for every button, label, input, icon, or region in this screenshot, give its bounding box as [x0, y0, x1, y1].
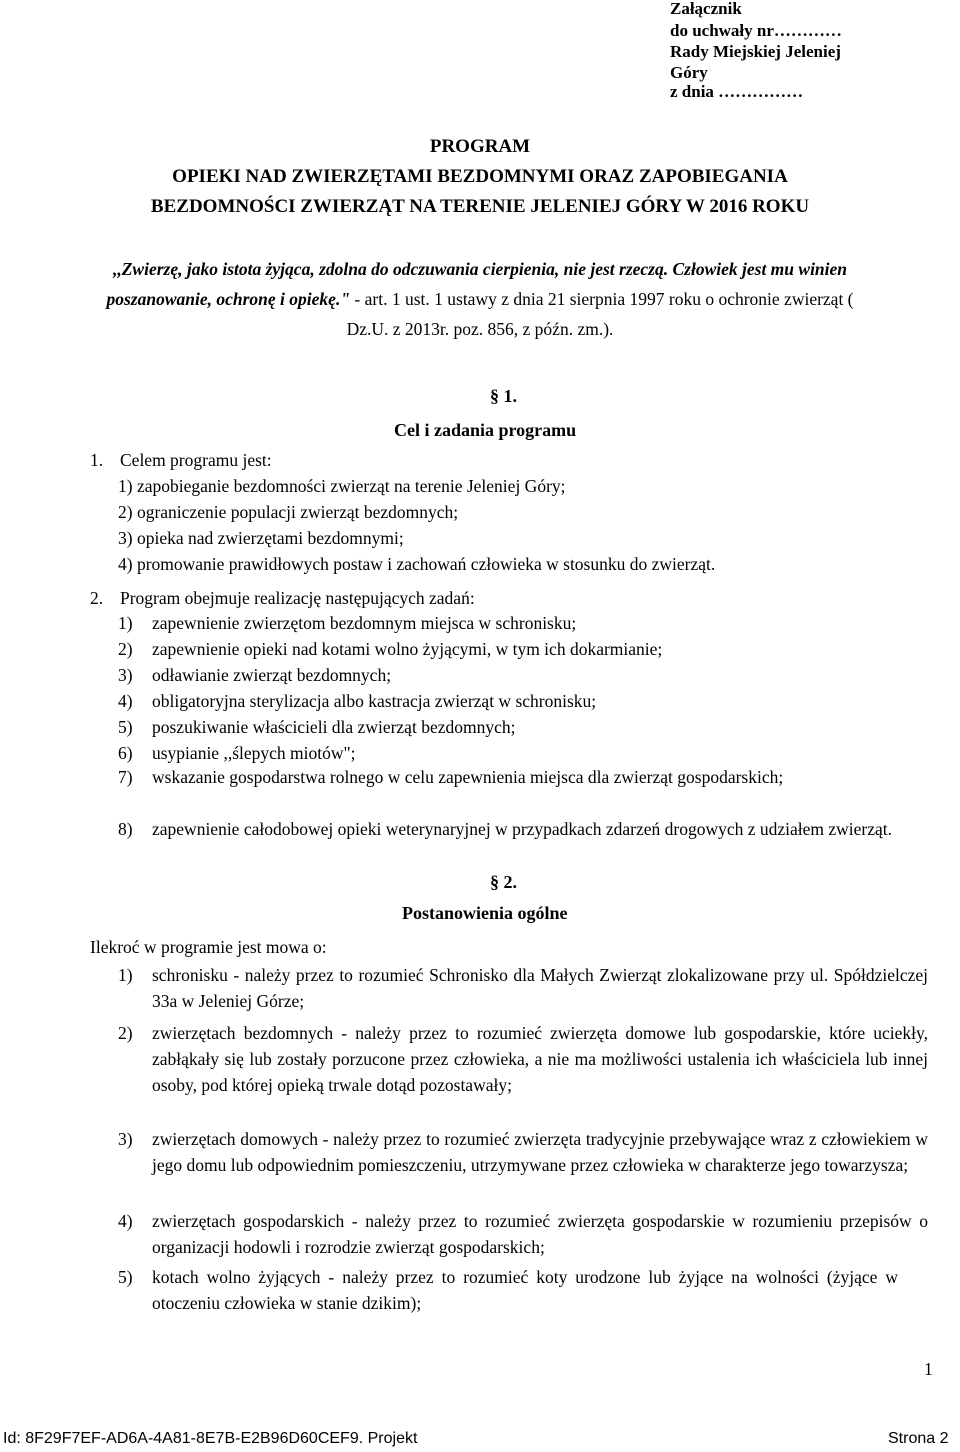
list-item: schronisku - należy przez to rozumieć Schronisko dla Małych Zwierząt zlokalizowane przy ul. Spółdzielczej 33a w Jeleniej Górze;	[152, 965, 928, 1011]
list-item-number: 3)	[118, 1129, 133, 1149]
list-item-number: 2)	[118, 639, 133, 659]
list-item: zapewnienie opieki nad kotami wolno żyjącymi, w tym ich dokarmianie;	[152, 639, 663, 659]
page-number: 1	[924, 1359, 933, 1379]
list-item-number: 4)	[118, 691, 133, 711]
section-1-p1-intro: Celem programu jest:	[120, 450, 272, 470]
list-item: zapewnienie całodobowej opieki weterynaryjnej w przypadkach zdarzeń drogowych z udziałem zwierząt.	[152, 819, 893, 839]
section-1-p2-intro: Program obejmuje realizację następujących zadań:	[120, 588, 475, 608]
title-line-3: BEZDOMNOŚCI ZWIERZĄT NA TERENIE JELENIEJ GÓRY W 2016 ROKU	[150, 196, 810, 217]
list-item: 2) ograniczenie populacji zwierząt bezdomnych;	[118, 502, 459, 522]
attachment-line-2: do uchwały nr…………	[670, 21, 842, 40]
list-item-number: 3)	[118, 665, 133, 685]
motto-quote: ,,Zwierzę, jako istota żyjąca, zdolna do odczuwania cierpienia, nie jest rzeczą. Człowiek jest mu winien poszanowanie, ochronę i opiekę."	[106, 259, 848, 309]
list-item-number: 7)	[118, 767, 133, 787]
list-item-number: 1)	[118, 965, 133, 985]
section-2-number: § 2.	[490, 872, 517, 892]
motto	[90, 254, 870, 344]
list-item: 1) zapobieganie bezdomności zwierząt na terenie Jeleniej Góry;	[118, 476, 566, 496]
list-item-number: 5)	[118, 717, 133, 737]
list-item-number: 6)	[118, 743, 133, 763]
list-item: zwierzętach gospodarskich - należy przez to rozumieć zwierzęta gospodarskie w rozumieniu przepisów o organizacji hodowli i rozrodzie zwierząt gospodarskich;	[152, 1211, 928, 1257]
list-item: kotach wolno żyjących - należy przez to rozumieć koty urodzone lub żyjące na wolności (żyjące w otoczeniu człowieka w stanie dzikim);	[152, 1267, 898, 1313]
list-item: zapewnienie zwierzętom bezdomnym miejsca w schronisku;	[152, 613, 577, 633]
title-line-1: PROGRAM	[429, 136, 531, 157]
list-item: obligatoryjna sterylizacja albo kastracja zwierząt w schronisku;	[152, 691, 597, 711]
attachment-line-3: Rady Miejskiej Jeleniej	[670, 42, 841, 61]
list-item-number: 1)	[118, 613, 133, 633]
section-sign: §	[490, 872, 499, 892]
attachment-line-1: Załącznik	[670, 0, 742, 18]
section-2-heading: Postanowienia ogólne	[402, 903, 568, 923]
list-item-number: 5)	[118, 1267, 133, 1287]
section-1-heading: Cel i zadania programu	[394, 420, 577, 440]
footer-page-label: Strona 2	[888, 1430, 949, 1447]
list-item-number: 4)	[118, 1211, 133, 1231]
list-item: 3) opieka nad zwierzętami bezdomnymi;	[118, 528, 404, 548]
section-sign: §	[490, 386, 499, 406]
attachment-line-5: z dnia ……………	[670, 82, 804, 101]
list-item-number: 8)	[118, 819, 133, 839]
motto-source: - art. 1 ust. 1 ustawy z dnia 21 sierpnia 1997 roku o ochronie zwierząt ( Dz.U. z 2013r. poz. 856, z późn. zm.).	[346, 289, 854, 339]
list-item-number: 2)	[118, 1023, 133, 1043]
list-item: odławianie zwierząt bezdomnych;	[152, 665, 392, 685]
attachment-line-4: Góry	[670, 63, 708, 82]
list-item: wskazanie gospodarstwa rolnego w celu zapewnienia miejsca dla zwierząt gospodarskich;	[152, 767, 784, 787]
section-1-number: § 1.	[490, 386, 517, 406]
footer-document-id: Id: 8F29F7EF-AD6A-4A81-8E7B-E2B96D60CEF9. Projekt	[3, 1430, 418, 1447]
list-item: zwierzętach domowych - należy przez to rozumieć zwierzęta tradycyjnie przebywające wraz z człowiekiem w jego domu lub odpowiednim pomieszczeniu, utrzymywane przez człowieka w charakterze jego towarzysza;	[152, 1129, 928, 1175]
section-1-p1-number: 1.	[90, 450, 104, 470]
list-item: zwierzętach bezdomnych - należy przez to rozumieć zwierzęta domowe lub gospodarskie, które uciekły, zabłąkały się lub zostały porzucone przez człowieka, a nie ma możliwości ustalenia ich właściciela lub innej osoby, pod której opieką trwale dotąd pozostawały;	[152, 1023, 928, 1095]
title-line-2: OPIEKI NAD ZWIERZĘTAMI BEZDOMNYMI ORAZ ZAPOBIEGANIA	[172, 166, 788, 187]
section-2-intro: Ilekroć w programie jest mowa o:	[90, 937, 327, 957]
section-1-p2-number: 2.	[90, 588, 104, 608]
list-item: usypianie ,,ślepych miotów";	[152, 743, 356, 763]
list-item: poszukiwanie właścicieli dla zwierząt bezdomnych;	[152, 717, 516, 737]
list-item: 4) promowanie prawidłowych postaw i zachowań człowieka w stosunku do zwierząt.	[118, 554, 716, 574]
